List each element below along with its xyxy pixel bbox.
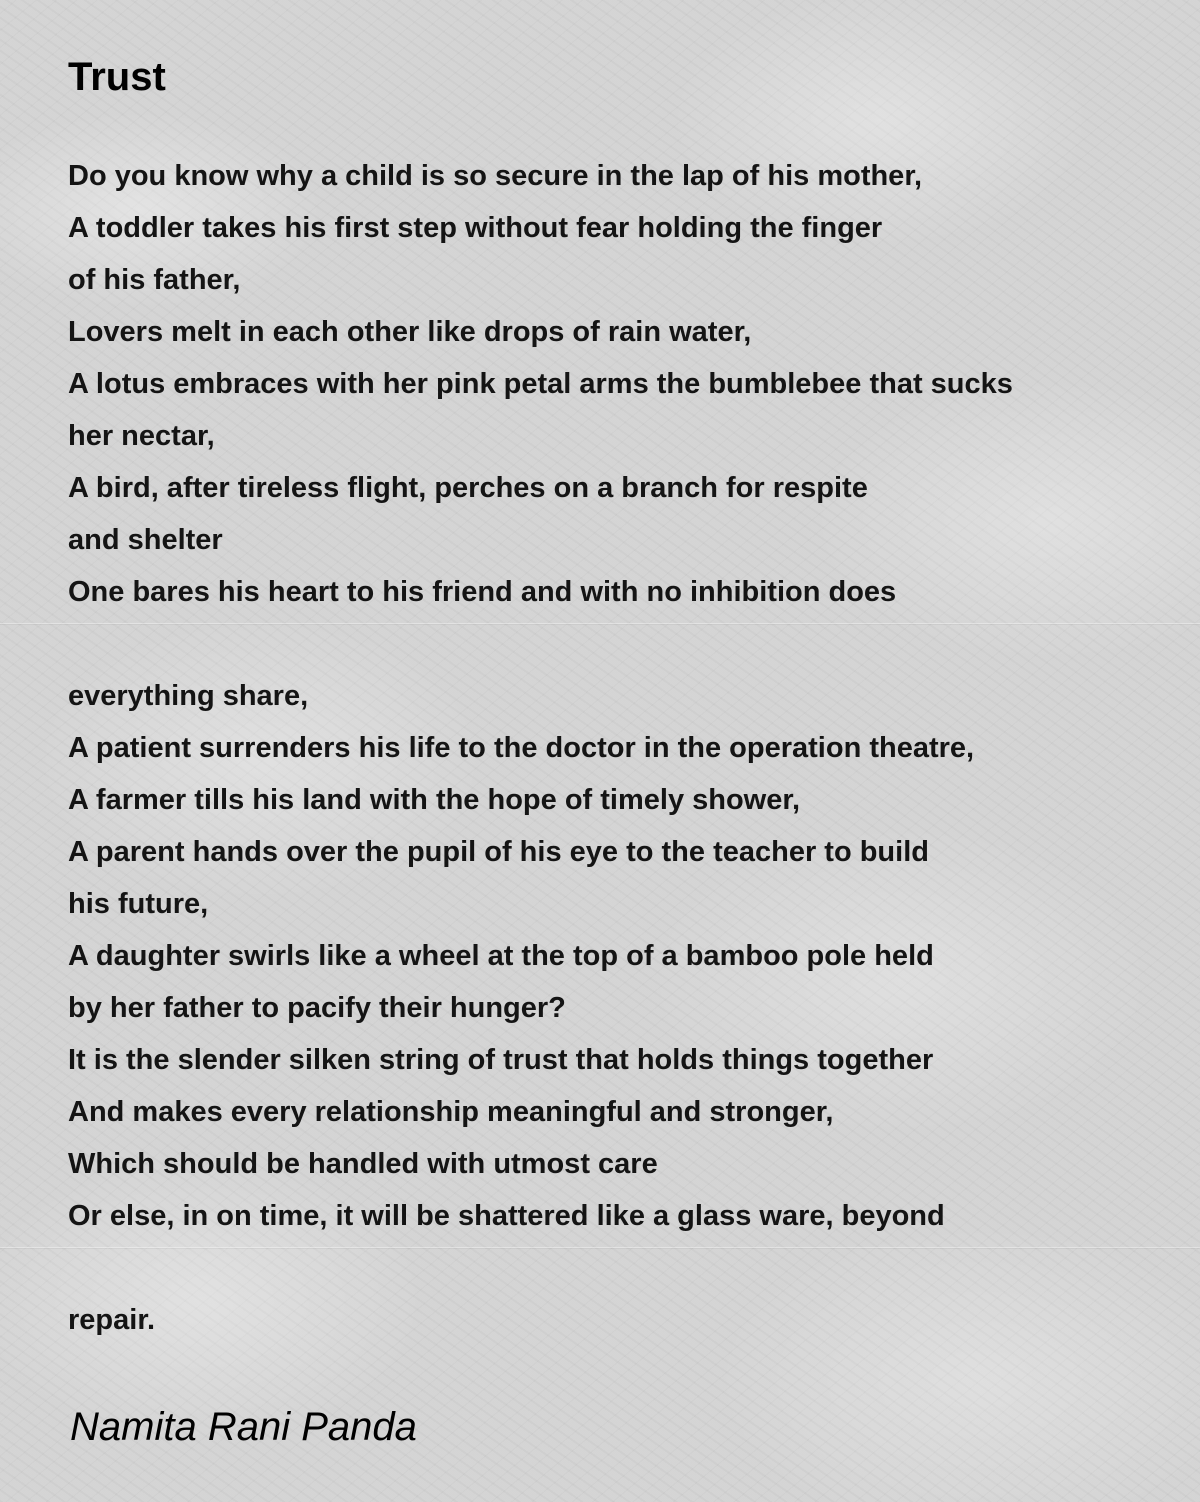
poem-body [68, 150, 1178, 1346]
poem-stanza-gap [68, 618, 1178, 670]
poem-line: Which should be handled with utmost care [68, 1148, 658, 1180]
poem-line: A patient surrenders his life to the doctor in the operation theatre, [68, 732, 975, 764]
poem-line: A daughter swirls like a wheel at the top of a bamboo pole held [68, 940, 934, 972]
poem-line: her nectar, [68, 420, 215, 452]
poem-line: by her father to pacify their hunger? [68, 992, 566, 1024]
poem-line: A parent hands over the pupil of his eye to the teacher to build [68, 836, 929, 868]
poem-line: and shelter [68, 524, 223, 556]
poem-title: Trust [68, 55, 166, 99]
poem-line: One bares his heart to his friend and with no inhibition does [68, 576, 897, 608]
poem-line: everything share, [68, 680, 309, 712]
poem-line: Do you know why a child is so secure in the lap of his mother, [68, 160, 923, 192]
poem-line: It is the slender silken string of trust that holds things together [68, 1044, 934, 1076]
poem-line: repair. [68, 1304, 156, 1336]
poem-line: And makes every relationship meaningful and stronger, [68, 1096, 834, 1128]
poem-stanza-gap [68, 1242, 1178, 1294]
poem-author: Namita Rani Panda [70, 1405, 417, 1449]
poem-line: A farmer tills his land with the hope of timely shower, [68, 784, 801, 816]
poem-line: of his father, [68, 264, 241, 296]
poem-line: Or else, in on time, it will be shattered like a glass ware, beyond [68, 1200, 945, 1232]
poem-line: Lovers melt in each other like drops of rain water, [68, 316, 752, 348]
poem-line: A toddler takes his first step without fear holding the finger [68, 212, 883, 244]
poem-line: A lotus embraces with her pink petal arms the bumblebee that sucks [68, 368, 1013, 400]
poem-line: A bird, after tireless flight, perches on a branch for respite [68, 472, 868, 504]
poem-line: his future, [68, 888, 209, 920]
